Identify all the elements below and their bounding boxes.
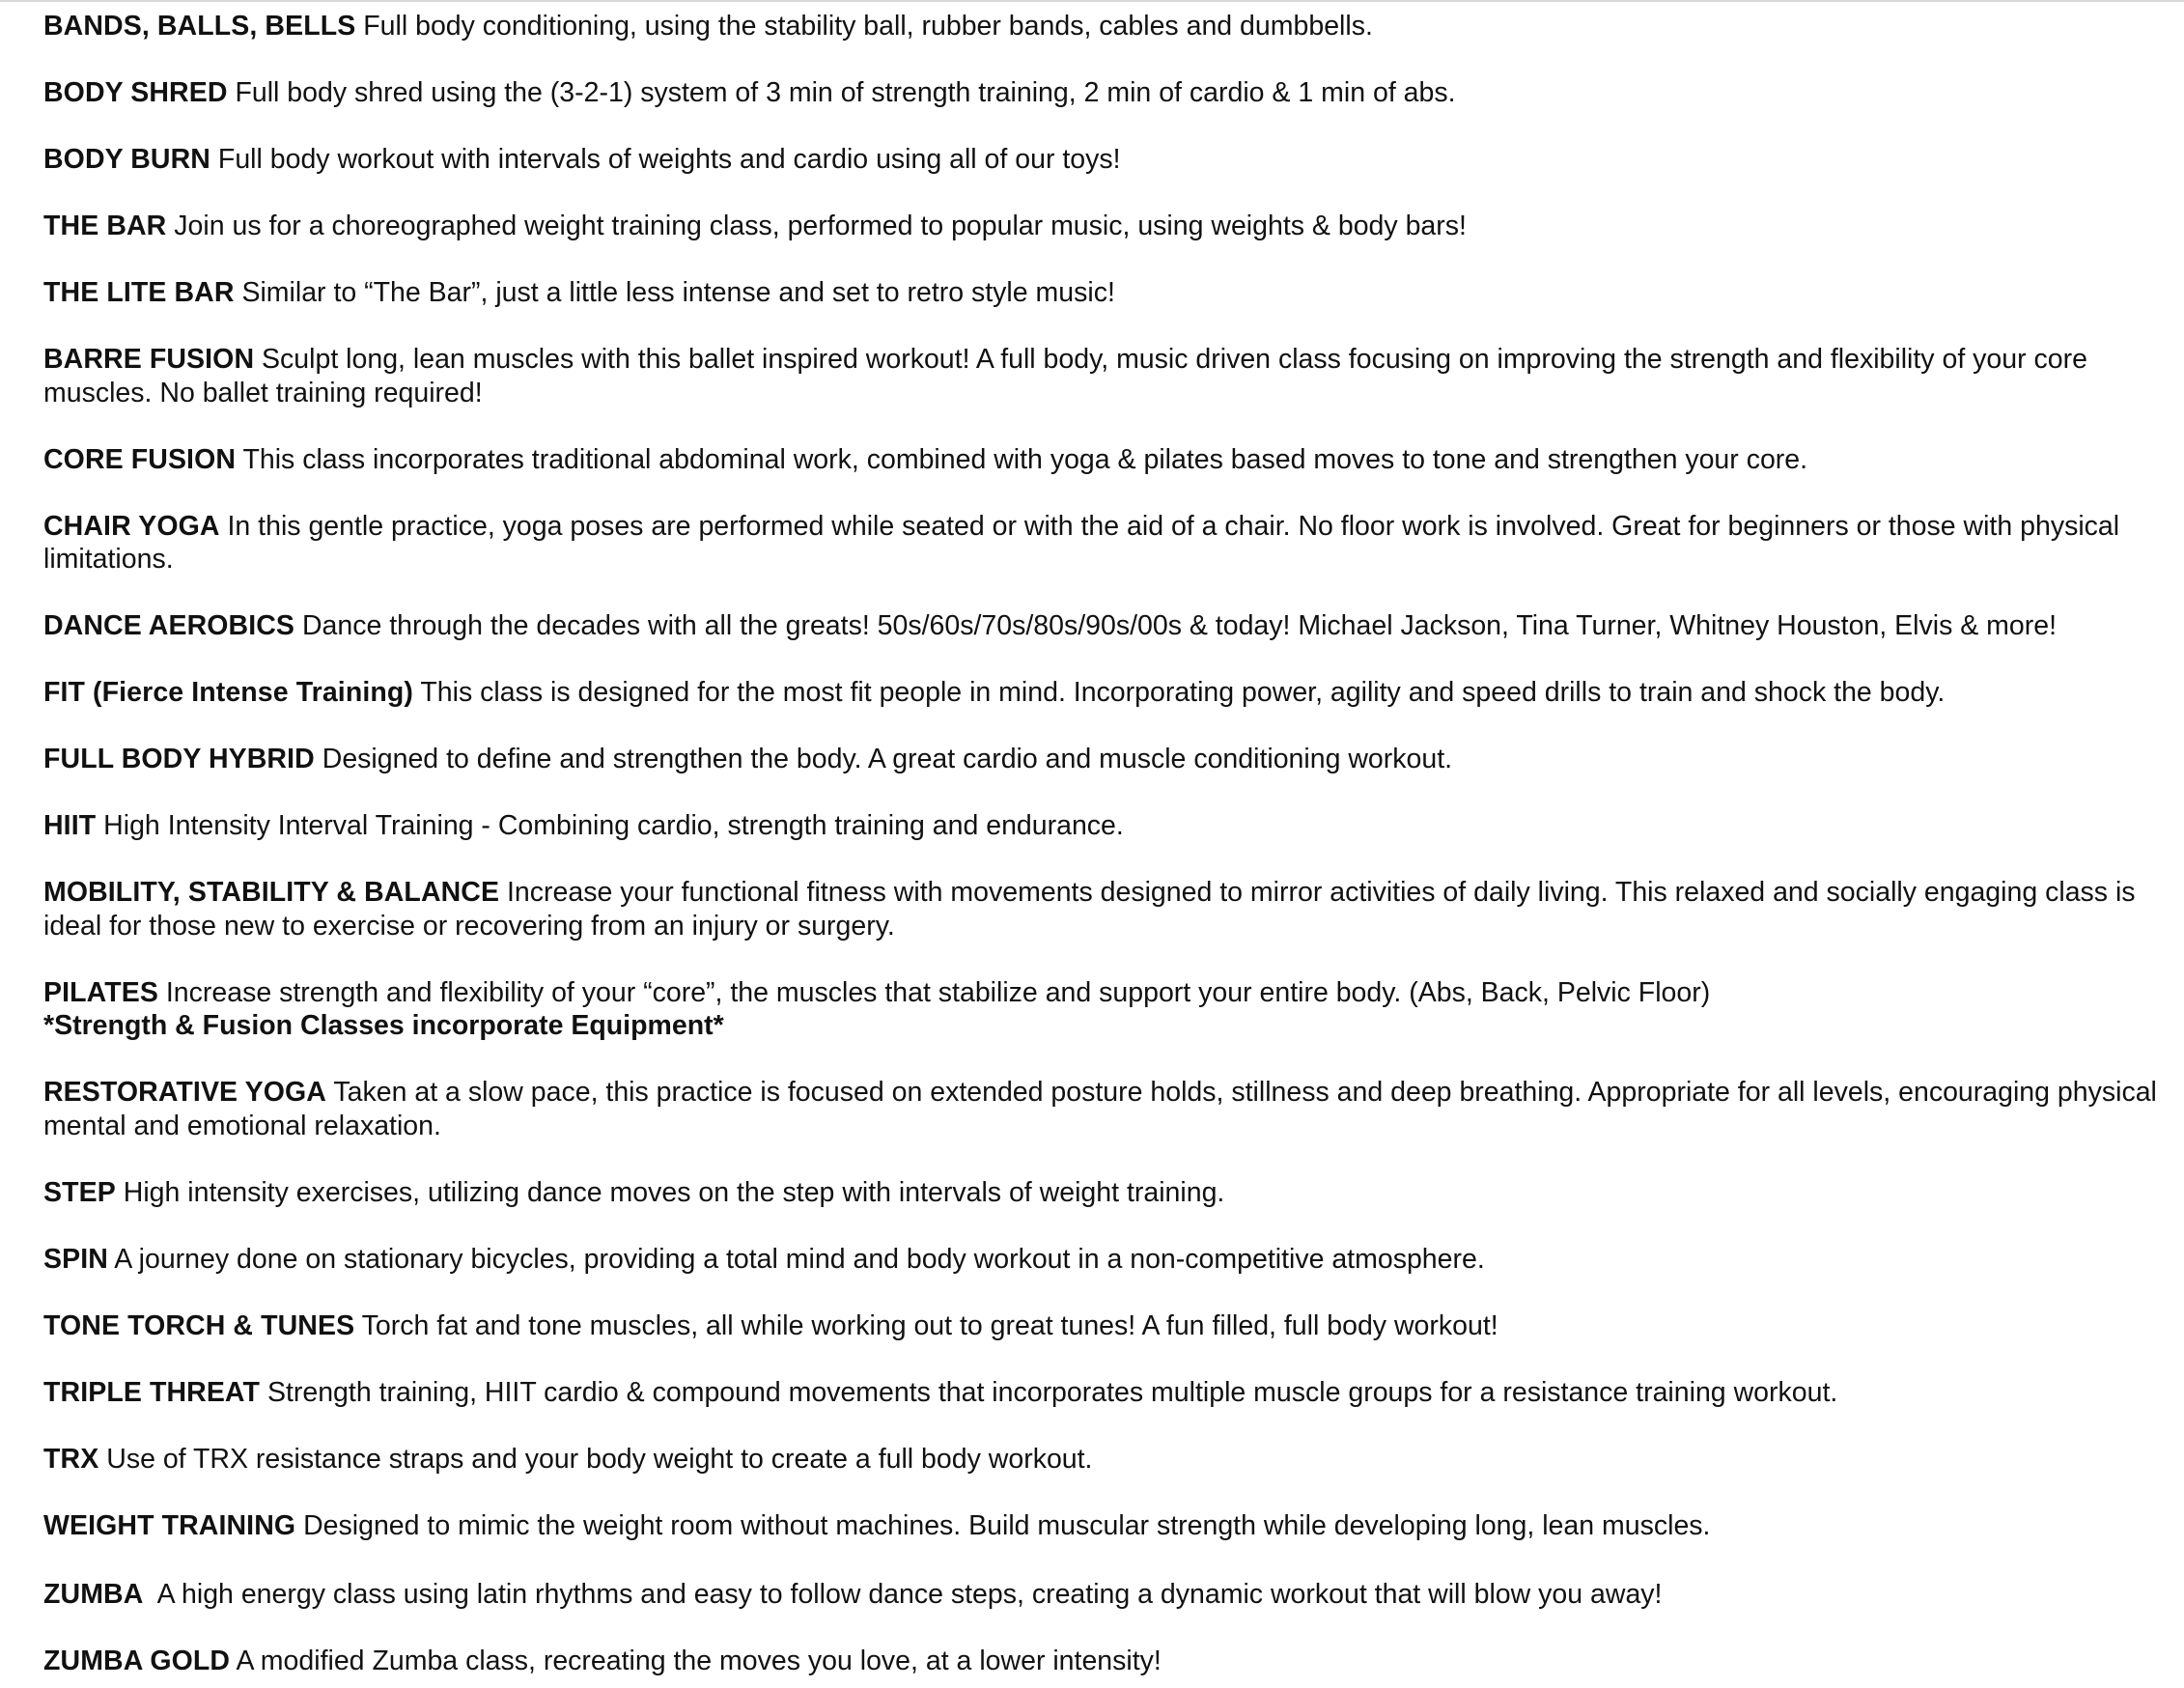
class-description: High Intensity Interval Training - Combining cardio, strength training and endurance. [103, 810, 1124, 841]
class-description: A journey done on stationary bicycles, providing a total mind and body workout in a non-competitive atmosphere. [114, 1243, 1485, 1275]
class-name: MOBILITY, STABILITY & BALANCE [43, 877, 500, 908]
class-description: High intensity exercises, utilizing dance moves on the step with intervals of weight training. [123, 1176, 1225, 1208]
spacer [43, 110, 2184, 144]
class-entry-triple-threat [43, 1376, 2184, 1410]
class-entry-mobility-stability-balance [43, 876, 2184, 942]
spacer [43, 409, 2184, 443]
class-name: PILATES [43, 976, 158, 1008]
spacer [43, 43, 2184, 77]
class-description: Sculpt long, lean muscles with this ballet inspired workout! A full body, music driven class focusing on improving the strength and flexibility of your core muscles. No ballet training required! [43, 344, 2087, 408]
spacer [43, 1043, 2184, 1077]
spacer [43, 577, 2184, 610]
class-entry-body-shred [43, 76, 2184, 110]
class-descriptions-document [43, 10, 2184, 1678]
class-name: HIIT [43, 810, 97, 841]
class-description: Strength training, HIIT cardio & compound movements that incorporates multiple muscle groups for a resistance training workout. [266, 1376, 1838, 1408]
class-name: TRX [43, 1443, 99, 1475]
spacer [43, 1342, 2184, 1376]
class-description: Full body workout with intervals of weights and cardio using all of our toys! [217, 144, 1121, 175]
class-name: DANCE AEROBICS [43, 610, 295, 641]
class-entry-step [43, 1176, 2184, 1210]
spacer [43, 1476, 2184, 1509]
top-border [0, 0, 2184, 2]
class-name: SPIN [43, 1243, 108, 1275]
class-description: Designed to define and strengthen the body. A great cardio and muscle conditioning workout. [322, 744, 1453, 774]
spacer [43, 776, 2184, 810]
class-name: STEP [43, 1176, 116, 1208]
class-name: THE LITE BAR [43, 277, 235, 308]
class-description: A modified Zumba class, recreating the moves you love, at a lower intensity! [236, 1646, 1162, 1676]
spacer [43, 1409, 2184, 1443]
spacer [43, 310, 2184, 344]
spacer [43, 1542, 2184, 1578]
class-entry-barre-fusion [43, 343, 2184, 409]
class-description: Torch fat and tone muscles, all while working out to great tunes! A fun filled, full body workout! [361, 1309, 1498, 1341]
class-name: BODY BURN [43, 144, 210, 175]
spacer [43, 643, 2184, 677]
class-name: CHAIR YOGA [43, 510, 220, 542]
class-description: Use of TRX resistance straps and your body weight to create a full body workout. [106, 1443, 1093, 1475]
class-description: Join us for a choreographed weight training class, performed to popular music, using weights & body bars! [174, 211, 1467, 241]
spacer [43, 1276, 2184, 1309]
class-name: CORE FUSION [43, 443, 237, 475]
class-entry-weight-training [43, 1509, 2184, 1543]
class-entry-fit [43, 676, 2184, 710]
class-name: BODY SHRED [43, 77, 228, 108]
class-name: ZUMBA GOLD [43, 1646, 231, 1676]
class-entry-tone-torch-tunes [43, 1309, 2184, 1343]
class-name: THE BAR [43, 211, 167, 241]
class-entry-the-bar [43, 210, 2184, 243]
class-entry-pilates [43, 976, 2184, 1010]
spacer [43, 942, 2184, 976]
class-description: Full body shred using the (3-2-1) system of 3 min of strength training, 2 min of cardio & 1 min of abs. [235, 77, 1456, 108]
class-description: In this gentle practice, yoga poses are performed while seated or with the aid of a chair. No floor work is involved. Great for beginners or those with physical limitations. [43, 510, 2120, 575]
class-description: This class is designed for the most fit people in mind. Incorporating power, agility and speed drills to train and shock the body. [420, 677, 1946, 708]
class-entry-core-fusion [43, 443, 2184, 477]
class-entry-spin [43, 1243, 2184, 1277]
spacer [43, 710, 2184, 744]
spacer [43, 1209, 2184, 1243]
class-name: BARRE FUSION [43, 344, 255, 375]
class-entry-zumba-gold [43, 1645, 2184, 1678]
class-entry-body-burn [43, 143, 2184, 177]
class-entry-the-lite-bar [43, 276, 2184, 310]
class-name: WEIGHT TRAINING [43, 1509, 296, 1541]
spacer [43, 476, 2184, 510]
class-description: Similar to “The Bar”, just a little less intense and set to retro style music! [241, 277, 1115, 308]
class-entry-hiit [43, 809, 2184, 843]
spacer [43, 243, 2184, 277]
class-name: TONE TORCH & TUNES [43, 1309, 355, 1341]
class-description: This class incorporates traditional abdominal work, combined with yoga & pilates based moves to tone and strengthen your core. [242, 443, 1808, 475]
class-description: Increase strength and flexibility of your “core”, the muscles that stabilize and support your entire body. (Abs, Back, Pelvic Floor) [165, 976, 1711, 1008]
class-entry-chair-yoga [43, 510, 2184, 577]
class-description: A high energy class using latin rhythms and easy to follow dance steps, creating a dynamic workout that will blow you away! [156, 1579, 1663, 1610]
class-description: Taken at a slow pace, this practice is focused on extended posture holds, stillness and deep breathing. Appropriate for all levels, encouraging physical mental and emotional relaxation. [43, 1077, 2157, 1141]
spacer [43, 843, 2184, 877]
spacer [43, 177, 2184, 211]
class-entry-bands-balls-bells [43, 10, 2184, 43]
spacer [43, 1612, 2184, 1646]
class-entry-dance-aerobics [43, 609, 2184, 643]
class-entry-restorative-yoga [43, 1076, 2184, 1142]
class-name: BANDS, BALLS, BELLS [43, 11, 356, 42]
class-name: FULL BODY HYBRID [43, 744, 315, 774]
class-name: FIT (Fierce Intense Training) [43, 677, 413, 708]
class-description: Dance through the decades with all the greats! 50s/60s/70s/80s/90s/00s & today! Michael Jackson, Tina Turner, Whitney Houston, Elvis & more! [301, 610, 2058, 641]
class-description: Full body conditioning, using the stability ball, rubber bands, cables and dumbbells. [363, 11, 1373, 42]
class-name: RESTORATIVE YOGA [43, 1077, 326, 1108]
spacer [43, 1142, 2184, 1176]
equipment-note: *Strength & Fusion Classes incorporate Equipment* [43, 1010, 724, 1041]
class-description: Designed to mimic the weight room without machines. Build muscular strength while developing long, lean muscles. [303, 1509, 1711, 1541]
class-description: Increase your functional fitness with movements designed to mirror activities of daily living. This relaxed and socially engaging class is ideal for those new to exercise or recovering from an injury or surgery. [43, 877, 2136, 942]
class-entry-zumba [43, 1578, 2184, 1612]
class-entry-trx [43, 1443, 2184, 1477]
class-entry-full-body-hybrid [43, 743, 2184, 776]
class-name: ZUMBA [43, 1579, 144, 1610]
class-name: TRIPLE THREAT [43, 1376, 261, 1408]
